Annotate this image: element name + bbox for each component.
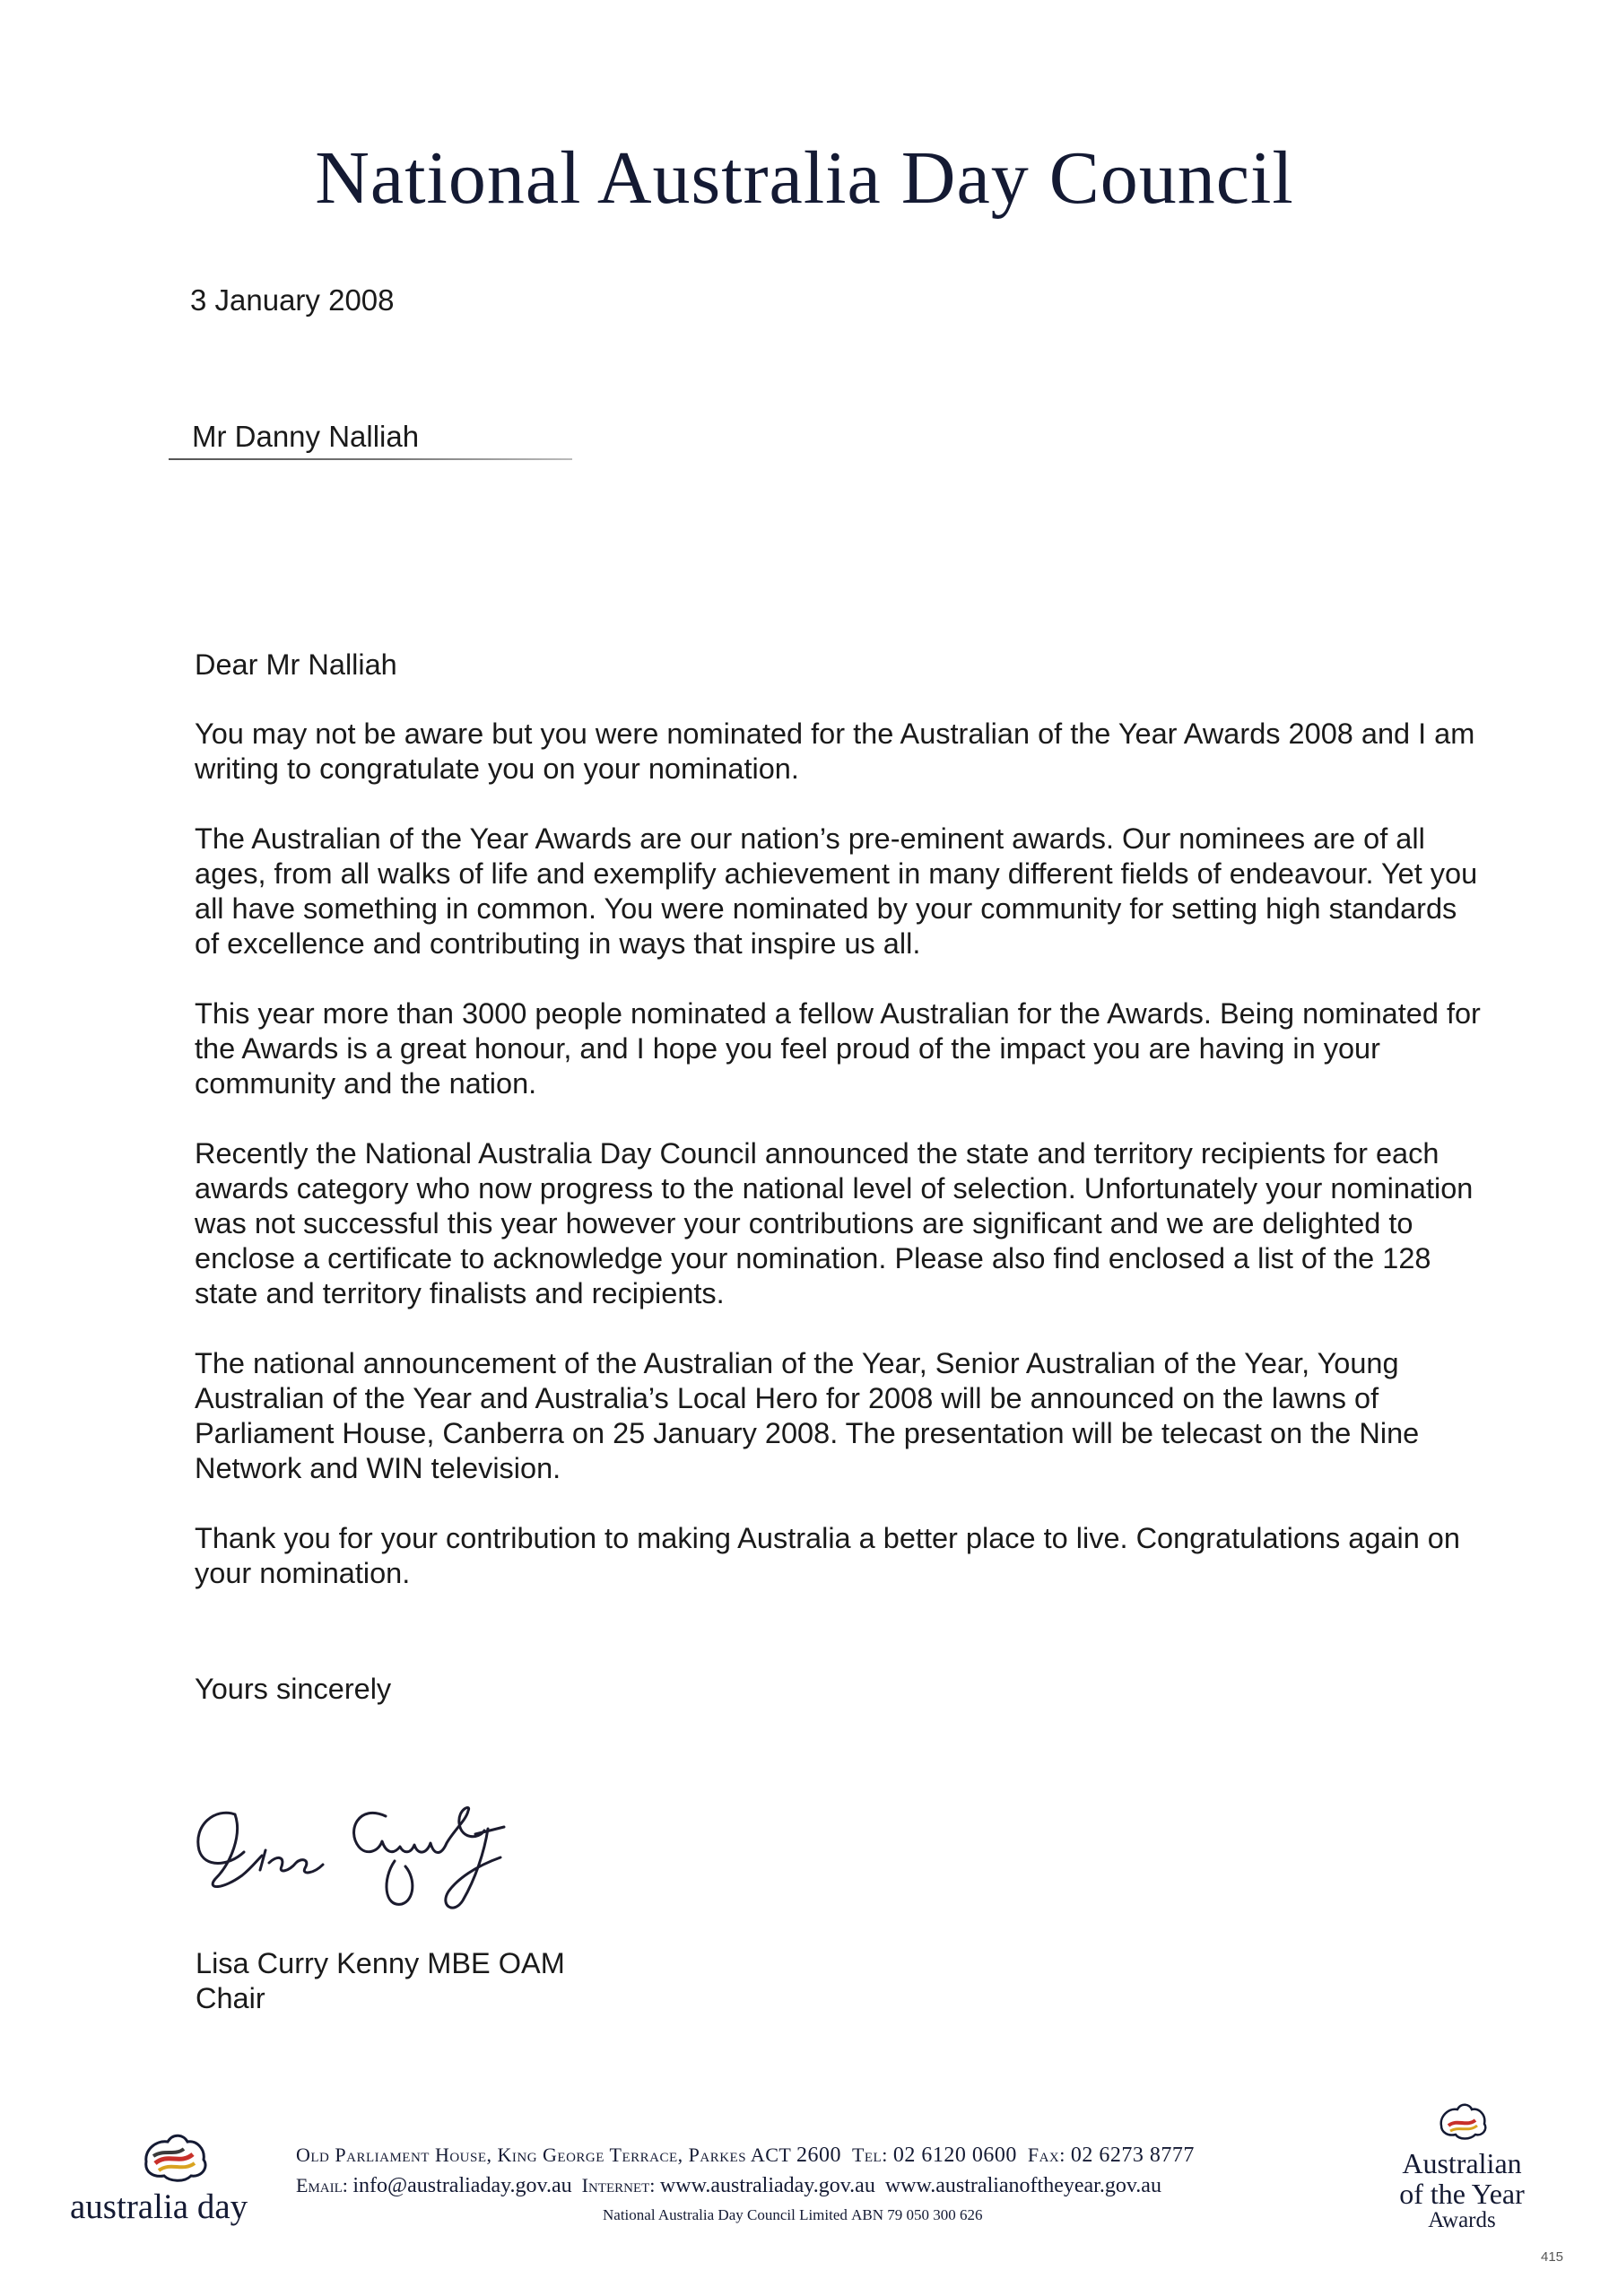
paragraph: The national announcement of the Australian of the Year, Senior Australian of the Year, Young Australian of the Year and Australia’s Local Hero for 2008 will be announced on the lawns of Parliament House, Canberra on 25 January 2008. The presentation will be telecast on the Nine Network and WIN television. (195, 1347, 1420, 1484)
footer-fax: 02 6273 8777 (1070, 2144, 1195, 2167)
footer-tel: 02 6120 0600 (892, 2144, 1017, 2167)
australia-day-logo (70, 2126, 276, 2233)
signer-block (196, 1946, 565, 2016)
recipient-name: Mr Danny Nalliah (192, 420, 420, 453)
footer-abn-label: ABN (851, 2206, 884, 2223)
australia-day-wordmark: australia day (70, 2187, 248, 2226)
australia-map-icon (128, 2126, 218, 2188)
paragraph: You may not be aware but you were nominated for the Australian of the Year Awards 2008 and I am writing to congratulate you on your nomination. (195, 718, 1475, 785)
signer-name: Lisa Curry Kenny MBE OAM (196, 1947, 565, 1979)
paragraph: Thank you for your contribution to making Australia a better place to live. Congratulations again on your nomination. (195, 1522, 1460, 1589)
footer-company-line (603, 2206, 1141, 2224)
page-number: 415 (1541, 2249, 1564, 2265)
handwritten-signature (179, 1780, 538, 1915)
letter-date: 3 January 2008 (190, 283, 395, 317)
footer-fax-label: Fax: (1027, 2144, 1065, 2166)
australian-of-the-year-logo (1359, 2099, 1565, 2233)
footer-internet-label: Internet: (581, 2174, 656, 2196)
footer-company: National Australia Day Council Limited (603, 2206, 848, 2223)
salutation: Dear Mr Nalliah (195, 648, 397, 681)
footer-email-label: Email: (296, 2174, 348, 2196)
footer-tel-label: Tel: (851, 2144, 888, 2166)
aoty-wordmark-line2: of the Year (1399, 2178, 1525, 2210)
footer-abn: 79 050 300 626 (887, 2206, 983, 2223)
australia-map-icon (1431, 2099, 1493, 2145)
paragraph: The Australian of the Year Awards are our nation’s pre-eminent awards. Our nominees are of all ages, from all walks of life and exemplify achievement in many different fields of endeavour. Yet you all have something in common. You were nominated by your community for setting high standards of excellence and contributing in ways that inspire us all. (195, 822, 1478, 960)
footer-address-line (296, 2144, 1327, 2168)
signer-title: Chair (196, 1982, 265, 2014)
footer-email-link[interactable]: info@australiaday.gov.au (352, 2174, 572, 2197)
recipient-underline (169, 458, 572, 460)
footer-website-link[interactable]: www.australianoftheyear.gov.au (884, 2174, 1161, 2197)
footer-contact-line (296, 2174, 1327, 2198)
aoty-wordmark-line3: Awards (1428, 2208, 1496, 2232)
closing: Yours sincerely (195, 1673, 392, 1705)
paragraph: This year more than 3000 people nominated a fellow Australian for the Awards. Being nominated for the Awards is a great honour, and I hope you feel proud of the impact you are having in your community and the nation. (195, 997, 1481, 1100)
aoty-wordmark-line1: Australian (1402, 2147, 1522, 2179)
paragraph: Recently the National Australia Day Council announced the state and territory recipients for each awards category who now progress to the national level of selection. Unfortunately your nomination was not successful this year however your contributions are significant and we are delighted to enclose a certificate to acknowledge your nomination. Please also find enclosed a list of the 128 state and territory finalists and recipients. (195, 1137, 1474, 1309)
footer-website-link[interactable]: www.australiaday.gov.au (659, 2174, 875, 2197)
letter-body (195, 648, 1486, 1707)
footer-postcode: 2600 (796, 2144, 841, 2167)
letterhead-title: National Australia Day Council (315, 136, 1294, 220)
footer-address: Old Parliament House, King George Terrace, Parkes ACT (296, 2144, 791, 2166)
